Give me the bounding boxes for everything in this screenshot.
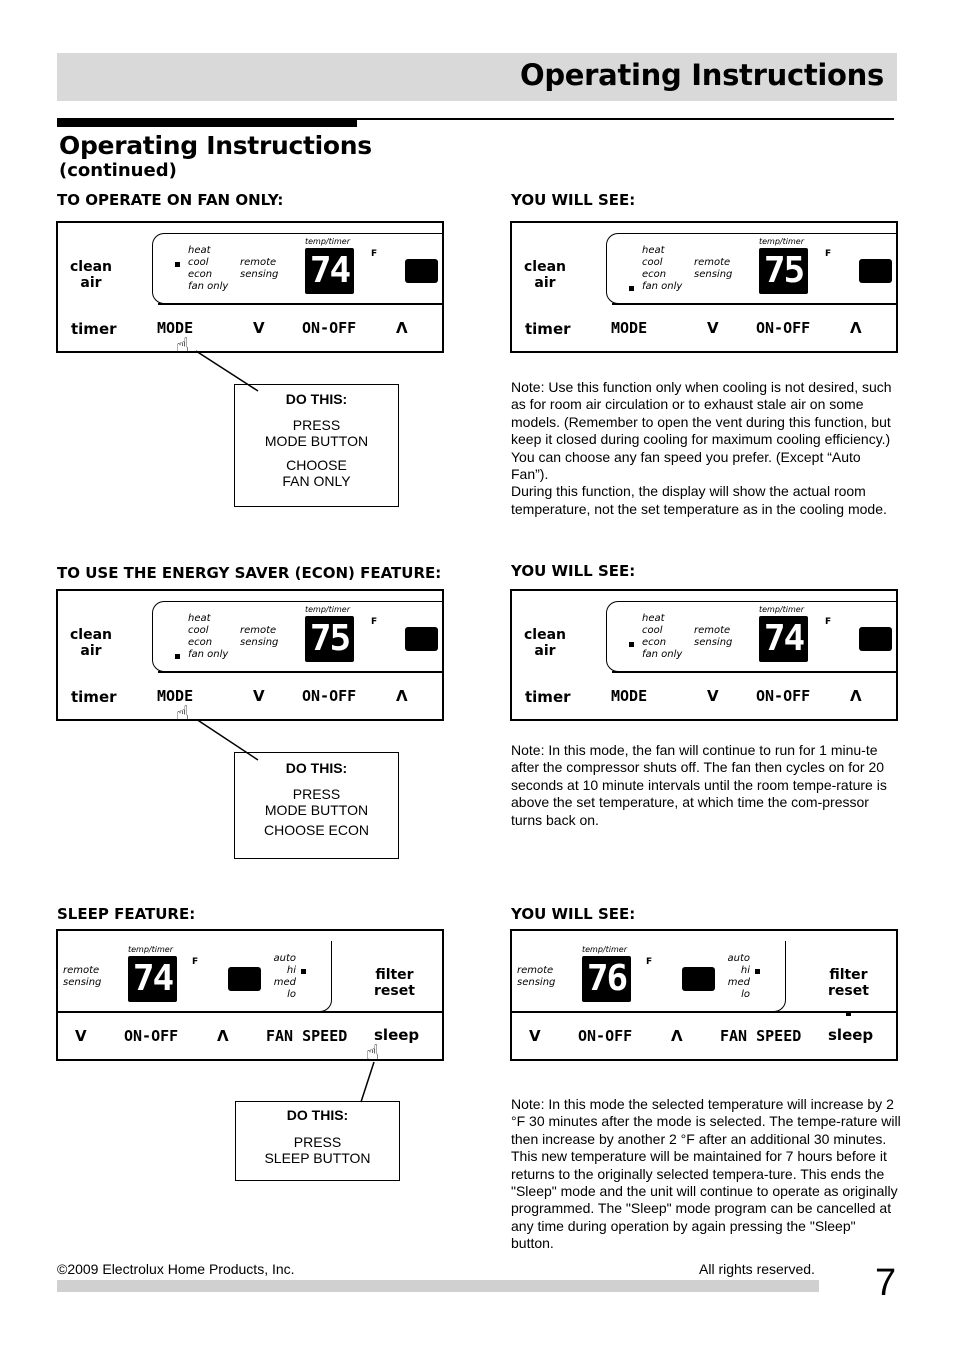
do-this-box-fan: DO THIS: PRESS MODE BUTTON CHOOSE FAN ONLY — [234, 384, 399, 507]
temp-up-button[interactable]: Λ — [850, 319, 862, 337]
timer-button[interactable]: timer — [525, 320, 571, 338]
econ-note: Note: In this mode, the fan will continue to run for 1 minu-te after the compressor shuts off. The fan then cycles on for 20 seconds at 10 minute intervals until the room tempe-rature is above the set temperature, at which time the com-pressor turns back on. — [511, 742, 887, 828]
temp-up-button[interactable]: Λ — [396, 319, 408, 337]
fan-speed-button[interactable]: FAN SPEED — [266, 1027, 348, 1045]
temp-timer-label: temp/timer — [759, 237, 804, 246]
pointing-hand-icon: ☝ — [176, 334, 190, 359]
econ-see-heading: YOU WILL SEE: — [511, 562, 636, 580]
on-off-button[interactable]: ON-OFF — [302, 319, 357, 337]
fan-only-indicator-dot — [629, 286, 634, 291]
control-panel-econ-after — [510, 589, 898, 721]
fan-only-heading: TO OPERATE ON FAN ONLY: — [57, 191, 284, 209]
sleep-see-heading: YOU WILL SEE: — [511, 905, 636, 923]
filter-reset-button[interactable]: filter reset — [374, 967, 415, 999]
temperature-display: 74 — [128, 956, 177, 1002]
on-off-button[interactable]: ON-OFF — [124, 1027, 179, 1045]
sleep-button[interactable]: sleep — [374, 1026, 420, 1044]
hi-indicator-dot — [755, 969, 760, 974]
fahrenheit-indicator: F — [371, 249, 378, 259]
on-off-button[interactable]: ON-OFF — [756, 319, 811, 337]
control-panel-fan-after — [510, 221, 898, 353]
remote-sensing-label: remote sensing — [694, 625, 733, 648]
remote-sensing-label: remote sensing — [63, 965, 102, 988]
pointing-hand-icon: ☝ — [176, 702, 190, 727]
temp-timer-label: temp/timer — [305, 237, 350, 246]
mode-list: heat cool econ fan only — [642, 613, 683, 660]
temp-up-button[interactable]: Λ — [850, 687, 862, 705]
on-off-button[interactable]: ON-OFF — [302, 687, 357, 705]
temp-timer-label: temp/timer — [582, 945, 627, 954]
temp-down-button[interactable]: V — [529, 1027, 541, 1045]
section-subtitle: (continued) — [59, 160, 177, 181]
clean-air-label: clean air — [70, 259, 113, 291]
econ-indicator-dot — [629, 642, 634, 647]
page-number: 7 — [875, 1262, 897, 1304]
fan-speed-list: auto hi med lo — [273, 953, 296, 1000]
fahrenheit-indicator: F — [825, 617, 832, 627]
aux-display-block — [682, 967, 715, 991]
filter-reset-button[interactable]: filter reset — [828, 967, 869, 999]
mode-button[interactable]: MODE — [157, 319, 194, 337]
control-panel-sleep-before — [56, 929, 444, 1061]
remote-sensing-label: remote sensing — [240, 257, 279, 280]
timer-button[interactable]: timer — [71, 688, 117, 706]
temp-up-button[interactable]: Λ — [671, 1027, 683, 1045]
sleep-button[interactable]: sleep — [828, 1026, 874, 1044]
fahrenheit-indicator: F — [371, 617, 378, 627]
fan-speed-button[interactable]: FAN SPEED — [720, 1027, 802, 1045]
mode-button[interactable]: MODE — [611, 687, 648, 705]
sleep-note: Note: In this mode the selected temperature will increase by 2 °F 30 minutes after the mode is selected. The tempe-rature will then increase by another 2 °F after an additional 30 minutes. This new temperature will be maintained for 7 hours before it returns to the originally selected tempera-ture. This ends the "Sleep" mode and the unit will continue to operate as originally programmed. The "Sleep" mode program can be cancelled at any time during operation by again pressing the "Sleep" button. — [511, 1096, 901, 1252]
mode-list: heat cool econ fan only — [188, 613, 229, 660]
timer-button[interactable]: timer — [71, 320, 117, 338]
temperature-display: 74 — [305, 248, 354, 294]
mode-list: heat cool econ fan only — [642, 245, 683, 292]
sleep-heading: SLEEP FEATURE: — [57, 905, 196, 923]
temp-timer-label: temp/timer — [305, 605, 350, 614]
aux-display-block — [859, 627, 892, 651]
temp-up-button[interactable]: Λ — [396, 687, 408, 705]
footer-rights: All rights reserved. — [699, 1261, 815, 1277]
aux-display-block — [859, 259, 892, 283]
fan-speed-list: auto hi med lo — [727, 953, 750, 1000]
do-this-box-sleep: DO THIS: PRESS SLEEP BUTTON — [235, 1101, 400, 1181]
temp-down-button[interactable]: V — [707, 319, 719, 337]
clean-air-label: clean air — [524, 627, 567, 659]
do-this-box-econ: DO THIS: PRESS MODE BUTTON CHOOSE ECON — [234, 752, 399, 859]
hi-indicator-dot — [301, 969, 306, 974]
temperature-display: 75 — [305, 616, 354, 662]
on-off-button[interactable]: ON-OFF — [756, 687, 811, 705]
remote-sensing-label: remote sensing — [517, 965, 556, 988]
temp-down-button[interactable]: V — [253, 319, 265, 337]
temp-down-button[interactable]: V — [253, 687, 265, 705]
aux-display-block — [228, 967, 261, 991]
fahrenheit-indicator: F — [825, 249, 832, 259]
temperature-display: 75 — [759, 248, 808, 294]
timer-button[interactable]: timer — [525, 688, 571, 706]
control-panel-sleep-after — [510, 929, 898, 1061]
temp-timer-label: temp/timer — [759, 605, 804, 614]
econ-heading: TO USE THE ENERGY SAVER (ECON) FEATURE: — [57, 564, 442, 582]
remote-sensing-label: remote sensing — [240, 625, 279, 648]
temp-timer-label: temp/timer — [128, 945, 173, 954]
fan-only-note: Note: Use this function only when cooling is not desired, such as for room air circulation or to exhaust stale air on some models. (Remember to open the vent during this function, but keep it closed during cooling for maximum cooling efficiency.) You can choose any fan speed you prefer. (Except “Auto Fan”). During this function, the display will show the actual room temperature, not the set temperature as in the cooling mode. — [511, 379, 892, 517]
fan-only-see-heading: YOU WILL SEE: — [511, 191, 636, 209]
temperature-display: 76 — [582, 956, 631, 1002]
fahrenheit-indicator: F — [192, 957, 199, 967]
control-panel-econ-before — [56, 589, 444, 721]
temperature-display: 74 — [759, 616, 808, 662]
footer-band — [57, 1280, 819, 1292]
mode-button[interactable]: MODE — [157, 687, 194, 705]
mode-button[interactable]: MODE — [611, 319, 648, 337]
sleep-indicator-dot — [846, 1011, 851, 1016]
temp-up-button[interactable]: Λ — [217, 1027, 229, 1045]
page-header-title: Operating Instructions — [520, 58, 884, 92]
footer-copyright: ©2009 Electrolux Home Products, Inc. — [57, 1261, 295, 1277]
fan-only-indicator-dot — [175, 654, 180, 659]
pointing-hand-icon: ☝ — [366, 1041, 380, 1066]
clean-air-label: clean air — [524, 259, 567, 291]
aux-display-block — [405, 627, 438, 651]
temp-down-button[interactable]: V — [75, 1027, 87, 1045]
section-title: Operating Instructions — [59, 131, 372, 160]
on-off-button[interactable]: ON-OFF — [578, 1027, 633, 1045]
remote-sensing-label: remote sensing — [694, 257, 733, 280]
temp-down-button[interactable]: V — [707, 687, 719, 705]
fahrenheit-indicator: F — [646, 957, 653, 967]
mode-list: heat cool econ fan only — [188, 245, 229, 292]
clean-air-label: clean air — [70, 627, 113, 659]
